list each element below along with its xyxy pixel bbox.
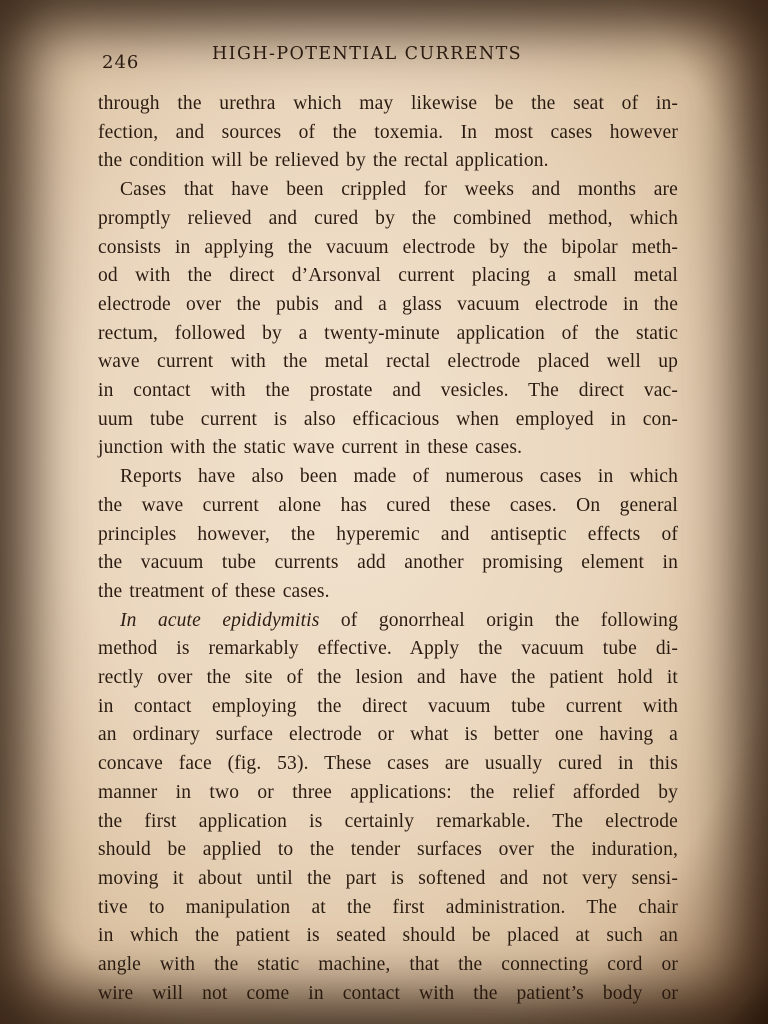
paragraph [98,176,678,463]
text-line: method is remarkably effective. Apply the vacuum tube di- [98,638,678,660]
page-header [98,40,678,80]
italic-term: In acute epididymitis [120,609,320,631]
text-line: promptly relieved and cured by the combined method, which [98,207,678,229]
text-line: the wave current alone has cured these cases. On general [98,494,678,516]
text-line: principles however, the hyperemic and antiseptic effects of [98,523,678,545]
text-line [98,607,678,636]
paragraph [98,90,678,176]
text-line: rectly over the site of the lesion and have the patient hold it [98,667,678,689]
text-line: the vacuum tube currents add another promising element in [98,552,678,574]
text-line: tive to manipulation at the first administration. The chair [98,896,678,918]
text-line: the treatment of these cases. [98,580,330,602]
paragraph [98,463,678,607]
page-number: 246 [102,52,140,73]
text-line: fection, and sources of the toxemia. In most cases however [98,121,678,143]
text-line: an ordinary surface electrode or what is better one having a [98,724,678,746]
text-line: the first application is certainly remarkable. The electrode [98,810,678,832]
text-line: through the urethra which may likewise be the seat of in- [98,93,678,114]
text-line: the condition will be relieved by the rectal application. [98,150,549,172]
paragraph [98,607,678,1009]
text-line: Reports have also been made of numerous cases in which [120,466,678,488]
text-line: junction with the static wave current in these cases. [98,437,523,459]
text-line: Cases that have been crippled for weeks and months are [120,179,678,201]
text-line: electrode over the pubis and a glass vacuum electrode in the [98,293,678,315]
text-line: wire will not come in contact with the patient’s body or [98,982,678,1004]
body-text [98,90,678,1009]
text-line: concave face (fig. 53). These cases are usually cured in this [98,753,678,775]
text-line: wave current with the metal rectal electrode placed well up [98,351,678,373]
text-line: in contact with the prostate and vesicles. The direct vac- [98,380,678,402]
page [98,40,678,1009]
text-line: in which the patient is seated should be placed at such an [98,925,678,947]
text-line: moving it about until the part is softened and not very sensi- [98,867,678,889]
text-line: in contact employing the direct vacuum tube current with [98,695,678,717]
text-line: angle with the static machine, that the connecting cord or [98,954,678,976]
text-line: manner in two or three applications: the relief afforded by [98,781,678,803]
text-line: rectum, followed by a twenty-minute application of the static [98,322,678,344]
text-line: od with the direct d’Arsonval current placing a small metal [98,265,678,287]
text-line: uum tube current is also efficacious when employed in con- [98,408,678,430]
text-line: should be applied to the tender surfaces over the induration, [98,839,678,861]
text-run: of gonorrheal origin the following [319,609,678,631]
running-title: HIGH-POTENTIAL CURRENTS [212,44,523,64]
text-line: consists in applying the vacuum electrode by the bipolar meth- [98,236,678,258]
